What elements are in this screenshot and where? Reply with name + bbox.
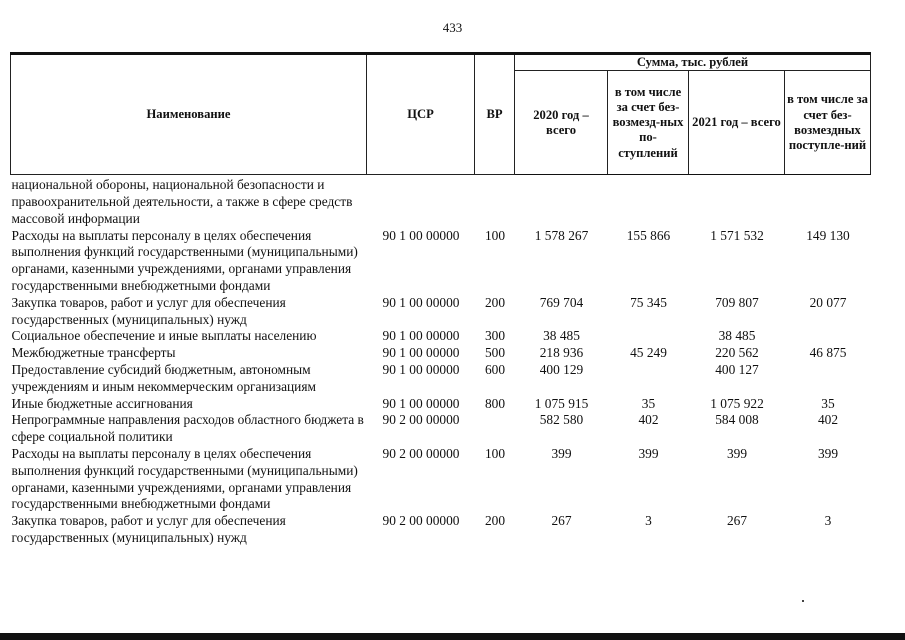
row-name: Предоставление субсидий бюджетным, автономным учреждениям и иным некоммерческим организациям [11, 361, 316, 394]
row-2021-nonrepayable: 149 130 [806, 227, 850, 243]
row-2021-total: 1 571 532 [710, 227, 764, 243]
row-2021-total: 400 127 [715, 361, 759, 377]
row-2021-total: 267 [726, 513, 748, 529]
page-number: 433 [442, 20, 463, 35]
row-csr: 90 1 00 00000 [382, 294, 460, 310]
row-name: Социальное обеспечение и иные выплаты населению [11, 328, 317, 344]
row-2020-nonrepayable: 155 866 [626, 227, 671, 243]
row-name: Иные бюджетные ассигнования [11, 395, 193, 411]
row-2020-nonrepayable [608, 362, 689, 396]
table-row [11, 295, 871, 329]
row-name: Закупка товаров, работ и услуг для обеспечения государственных (муниципальных) нужд [11, 513, 286, 545]
bottom-border-bar [0, 633, 905, 640]
row-2020-total: 582 580 [539, 412, 584, 428]
header-sum-group: Сумма, тыс. рублей [515, 54, 871, 71]
row-2020-nonrepayable: 399 [638, 445, 659, 461]
row-vr [475, 175, 515, 228]
row-2020-total: 769 704 [539, 294, 584, 310]
row-vr: 800 [484, 395, 506, 411]
row-2021-total: 399 [726, 445, 748, 461]
table-row [11, 513, 871, 547]
header-2020-total: 2020 год – всего [515, 71, 608, 175]
row-2020-total: 1 075 915 [534, 395, 589, 411]
row-2021-nonrepayable [785, 362, 871, 396]
row-2021-total: 709 807 [715, 294, 759, 310]
row-name: Закупка товаров, работ и услуг для обеспечения государственных (муниципальных) нужд [11, 294, 286, 327]
row-2021-total: 1 075 922 [710, 395, 764, 411]
row-2020-nonrepayable: 402 [638, 412, 659, 428]
row-vr: 600 [484, 361, 506, 377]
header-csr: ЦСР [367, 54, 475, 175]
row-csr: 90 1 00 00000 [382, 328, 460, 344]
row-vr: 300 [484, 328, 506, 344]
row-name: Расходы на выплаты персоналу в целях обеспечения выполнения функций государственными (муниципальными) органами, казенными учреждениями, органами управления государственными внебюджетными фондами [11, 445, 358, 512]
row-2021-nonrepayable: 20 077 [809, 294, 847, 310]
row-vr: 500 [484, 345, 506, 361]
row-2020-total: 38 485 [543, 328, 580, 344]
table-row [11, 228, 871, 295]
row-2020-nonrepayable [608, 175, 689, 228]
row-name: Расходы на выплаты персоналу в целях обеспечения выполнения функций государственными (муниципальными) органами, казенными учреждениями, органами управления государственными внебюджетными фондами [11, 227, 358, 293]
header-vr: ВР [475, 54, 515, 175]
row-2021-nonrepayable [785, 175, 871, 228]
table-row [11, 175, 871, 228]
table-row [11, 396, 871, 413]
row-name: Непрограммные направления расходов областного бюджета в сфере социальной политики [11, 412, 364, 445]
table-row [11, 328, 871, 345]
row-2020-nonrepayable: 75 345 [630, 294, 667, 310]
row-2021-total [689, 175, 785, 228]
row-2020-total: 1 578 267 [534, 227, 589, 243]
row-vr: 100 [484, 445, 506, 461]
table-row [11, 446, 871, 513]
row-csr: 90 1 00 00000 [382, 227, 460, 243]
table-body [11, 175, 871, 547]
row-2020-nonrepayable: 35 [641, 395, 656, 411]
scan-speck [802, 600, 804, 602]
row-2021-nonrepayable: 3 [824, 513, 832, 529]
row-name: национальной обороны, национальной безопасности и правоохранительной деятельности, а также в сфере средств массовой информации [11, 177, 353, 226]
row-vr: 200 [484, 294, 506, 310]
row-csr: 90 1 00 00000 [382, 395, 460, 411]
row-2021-nonrepayable: 35 [821, 395, 835, 411]
budget-table [10, 52, 871, 547]
row-2021-total: 584 008 [715, 412, 759, 428]
row-name: Межбюджетные трансферты [11, 345, 176, 361]
row-2020-total [515, 175, 608, 228]
row-vr: 200 [484, 513, 506, 529]
row-csr [367, 175, 475, 228]
row-2021-total: 220 562 [715, 345, 759, 361]
table-row [11, 362, 871, 396]
row-2020-total: 218 936 [539, 345, 584, 361]
table-row [11, 345, 871, 362]
row-2021-nonrepayable: 402 [817, 412, 839, 428]
row-2021-nonrepayable [785, 328, 871, 345]
header-2021-total: 2021 год – всего [689, 71, 785, 175]
row-csr: 90 1 00 00000 [382, 345, 460, 361]
row-csr: 90 2 00 00000 [382, 412, 460, 428]
row-2021-total: 38 485 [718, 328, 756, 344]
row-2020-nonrepayable: 3 [645, 513, 652, 529]
row-vr [475, 412, 515, 446]
row-csr: 90 2 00 00000 [382, 513, 460, 529]
header-2021-nonrepayable: в том числе за счет без-возмездных поступле-ний [785, 71, 871, 175]
row-vr: 100 [484, 227, 506, 243]
row-2020-nonrepayable [608, 328, 689, 345]
row-csr: 90 1 00 00000 [382, 361, 460, 377]
row-csr: 90 2 00 00000 [382, 445, 460, 461]
row-2020-total: 399 [551, 445, 572, 461]
header-name: Наименование [11, 54, 367, 175]
row-2020-nonrepayable: 45 249 [630, 345, 667, 361]
row-2020-total: 400 129 [539, 361, 584, 377]
header-2020-nonrepayable: в том числе за счет без-возмезд-ных по-ступлений [608, 71, 689, 175]
row-2021-nonrepayable: 399 [817, 445, 839, 461]
row-2020-total: 267 [551, 513, 572, 529]
header-row-top [11, 54, 871, 71]
table-row [11, 412, 871, 446]
row-2021-nonrepayable: 46 875 [809, 345, 847, 361]
